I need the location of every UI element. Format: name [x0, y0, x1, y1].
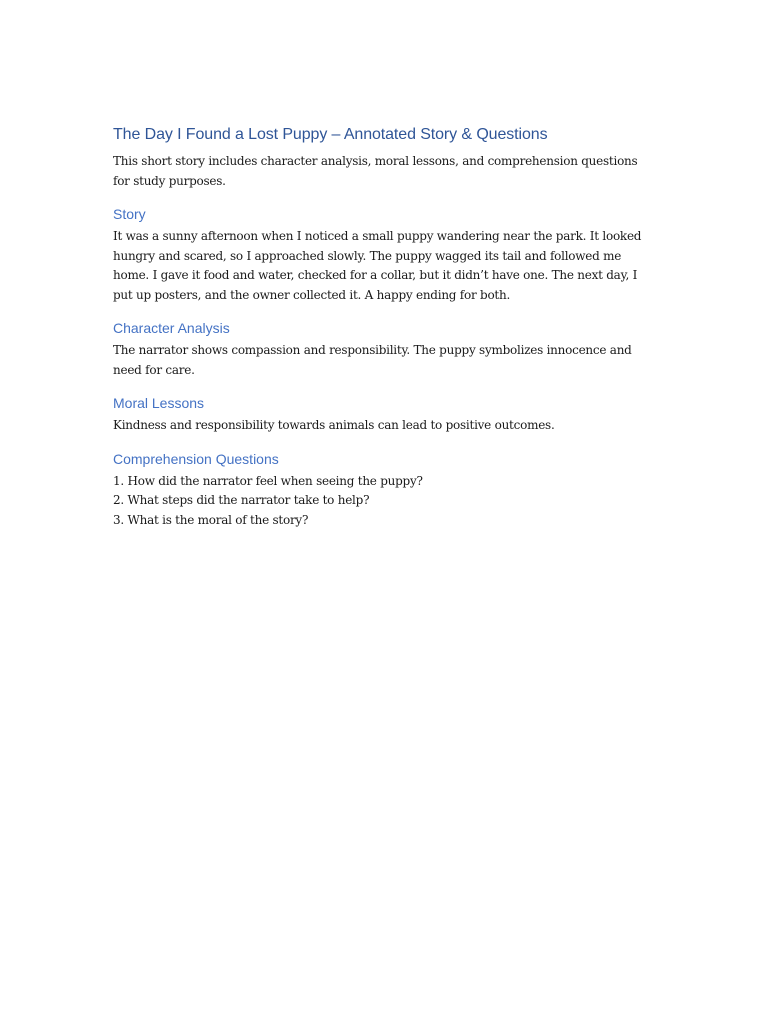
moral-lessons-paragraph: Kindness and responsibility towards animals can lead to positive outcomes.: [113, 418, 555, 432]
question-item: 3. What is the moral of the story?: [113, 512, 309, 527]
question-item: 1. How did the narrator feel when seeing the puppy?: [113, 473, 423, 488]
document-page: [113, 124, 653, 530]
intro-paragraph: This short story includes character analysis, moral lessons, and comprehension questions for study purposes.: [113, 154, 638, 188]
story-paragraph: It was a sunny afternoon when I noticed a small puppy wandering near the park. It looked hungry and scared, so I approached slowly. The puppy wagged its tail and followed me home. I gave it food and water, checked for a collar, but it didn’t have one. The next day, I put up posters, and the owner collected it. A happy ending for both.: [113, 229, 642, 302]
question-item: 2. What steps did the narrator take to help?: [113, 493, 370, 507]
character-analysis-paragraph: The narrator shows compassion and responsibility. The puppy symbolizes innocence and need for care.: [113, 343, 632, 377]
character-analysis-heading: Character Analysis: [113, 320, 230, 336]
story-heading: Story: [113, 206, 146, 222]
moral-lessons-heading: Moral Lessons: [113, 395, 205, 411]
document-title: The Day I Found a Lost Puppy – Annotated Story & Questions: [113, 126, 548, 143]
comprehension-questions-heading: Comprehension Questions: [113, 450, 279, 467]
questions-list: [113, 472, 653, 531]
